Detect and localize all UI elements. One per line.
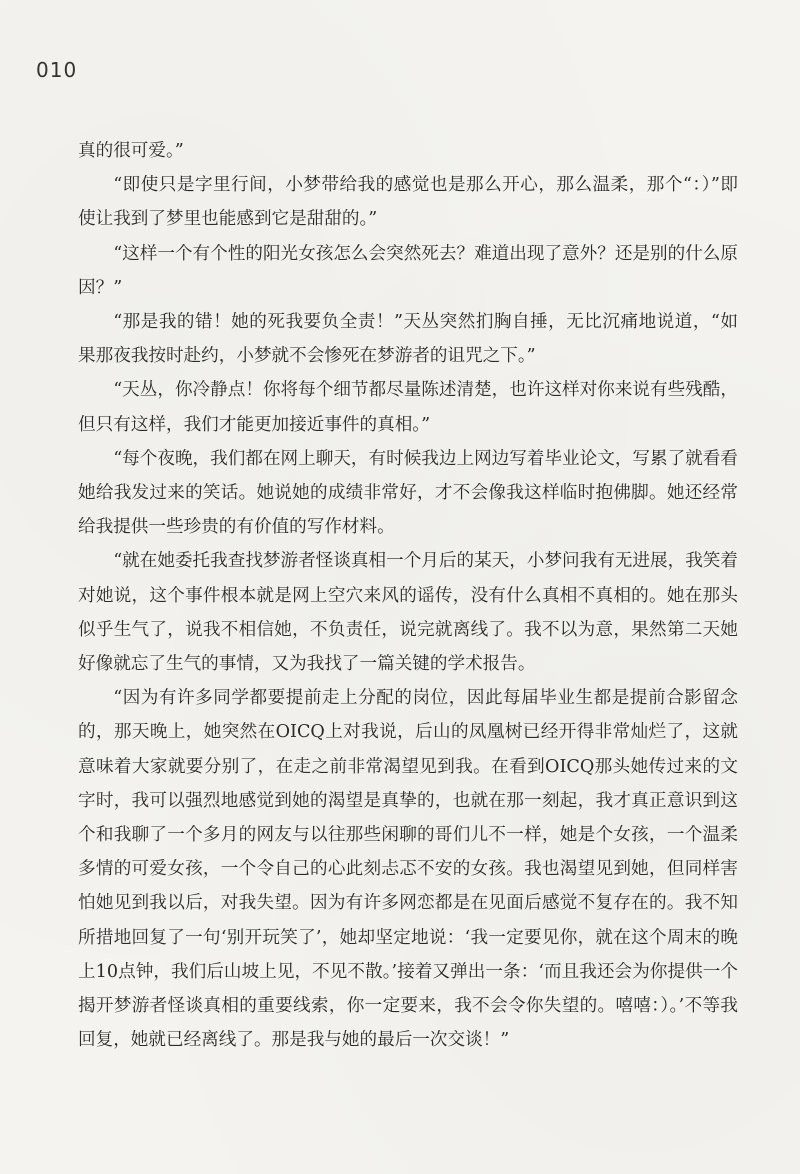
body-text (78, 134, 738, 1057)
paragraph-3: “这样一个有个性的阳光女孩怎么会突然死去？难道出现了意外？还是别的什么原因？” (78, 243, 738, 298)
paragraph-6: “每个夜晚，我们都在网上聊天，有时候我边上网边写着毕业论文，写累了就看看她给我发过来的笑话。她说她的成绩非常好，才不会像我这样临时抱佛脚。她还经常给我提供一些珍贵的有价值的写作材料。 (78, 448, 738, 538)
paragraph-2: “即使只是字里行间，小梦带给我的感觉也是那么开心，那么温柔，那个“：）”即使让我到了梦里也能感到它是甜甜的。” (78, 175, 738, 230)
paragraph-7: “就在她委托我查找梦游者怪谈真相一个月后的某天，小梦问我有无进展，我笑着对她说，这个事件根本就是网上空穴来风的谣传，没有什么真相不真相的。她在那头似乎生气了，说我不相信她，不负责任，说完就离线了。我不以为意，果然第二天她好像就忘了生气的事情，又为我找了一篇关键的学术报告。 (78, 551, 738, 675)
page-number: 010 (36, 58, 78, 82)
paragraph-8: “因为有许多同学都要提前走上分配的岗位，因此每届毕业生都是提前合影留念的，那天晚上，她突然在OICQ上对我说，后山的凤凰树已经开得非常灿烂了，这就意味着大家就要分别了，在走之前非常渴望见到我。在看到OICQ那头她传过来的文字时，我可以强烈地感觉到她的渴望是真挚的，也就在那一刻起，我才真正意识到这个和我聊了一个多月的网友与以往那些闲聊的哥们儿不一样，她是个女孩，一个温柔多情的可爱女孩，一个令自己的心此刻忐忑不安的女孩。我也渴望见到她，但同样害怕她见到我以后，对我失望。因为有许多网恋都是在见面后感觉不复存在的。我不知所措地回复了一句‘别开玩笑了’，她却坚定地说：‘我一定要见你，就在这个周末的晚上10点钟，我们后山坡上见，不见不散。’接着又弹出一条：‘而且我还会为你提供一个揭开梦游者怪谈真相的重要线索，你一定要来，我不会令你失望的。嘻嘻：）。’不等我回复，她就已经离线了。那是我与她的最后一次交谈！” (78, 688, 738, 1051)
paragraph-1: 真的很可爱。” (78, 141, 184, 161)
paragraph-4: “那是我的错！她的死我要负全责！”天丛突然扪胸自捶，无比沉痛地说道，“如果那夜我按时赴约，小梦就不会惨死在梦游者的诅咒之下。” (78, 312, 738, 367)
paragraph-5: “天丛，你冷静点！你将每个细节都尽量陈述清楚，也许这样对你来说有些残酷，但只有这样，我们才能更加接近事件的真相。” (78, 380, 738, 435)
